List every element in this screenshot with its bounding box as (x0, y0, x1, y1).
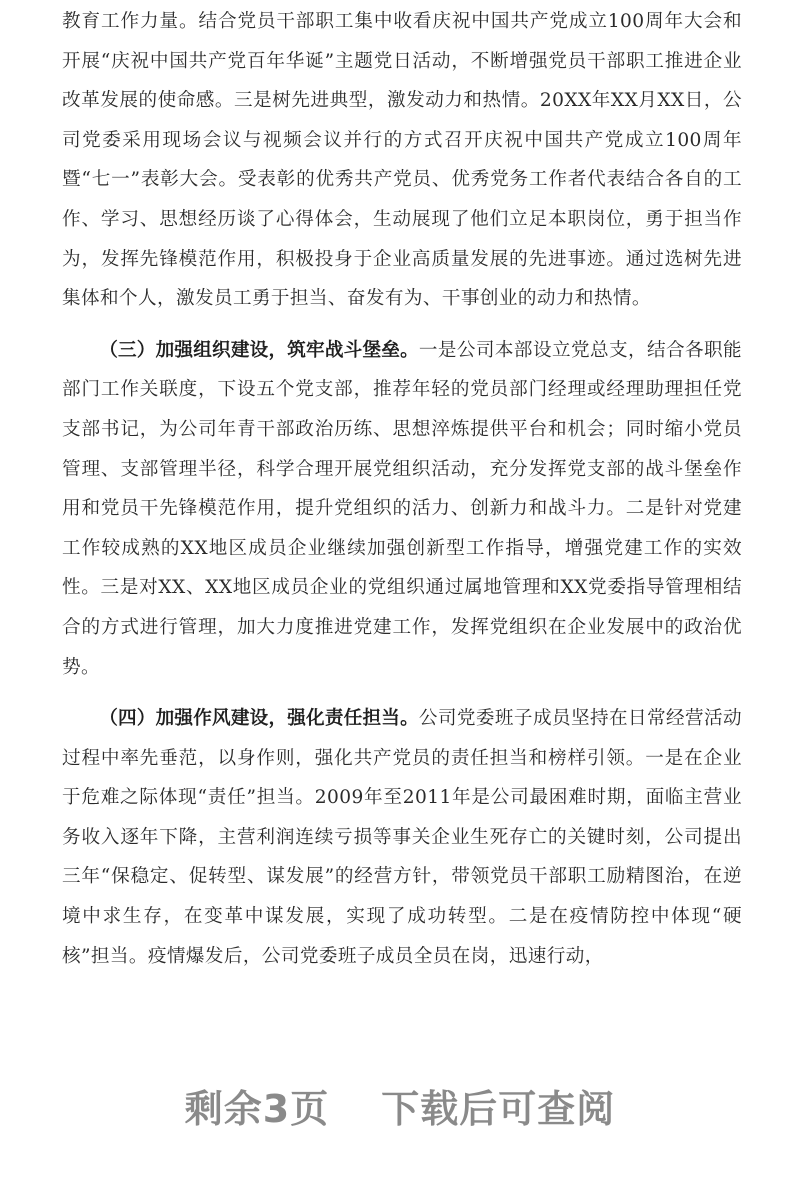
section-3-paragraph (62, 331, 742, 687)
section-4-heading: （四）加强作风建设，强化责任担当。 (99, 708, 419, 730)
download-banner[interactable] (0, 1078, 800, 1133)
section-4-body: 公司党委班子成员坚持在日常经营活动过程中率先垂范，以身作则，强化共产党员的责任担当和榜样引领。一是在企业于危难之际体现“责任”担当。2009年至2011年是公司最困难时期，面临主营业务收入逐年下降，主营利润连续亏损等事关企业生死存亡的关键时刻，公司提出三年“保稳定、促转型、谋发展”的经营方针，带领党员干部职工励精图治，在逆境中求生存，在变革中谋发展，实现了成功转型。二是在疫情防控中体现“硬核”担当。疫情爆发后，公司党委班子成员全员在岗，迅速行动， (62, 708, 742, 967)
section-4-paragraph (62, 699, 742, 976)
download-to-view-text: 下载后可查阅 (381, 1087, 616, 1131)
paragraph-1: 教育工作力量。结合党员干部职工集中收看庆祝中国共产党成立100周年大会和开展“庆祝中国共产党百年华诞”主题党日活动，不断增强党员干部职工推进企业改革发展的使命感。三是树先进典型，激发动力和热情。20XX年XX月XX日，公司党委采用现场会议与视频会议并行的方式召开庆祝中国共产党成立100周年暨“七一”表彰大会。受表彰的优秀共产党员、优秀党务工作者代表结合各自的工作、学习、思想经历谈了心得体会，生动展现了他们立足本职岗位，勇于担当作为，发挥先锋模范作用，积极投身于企业高质量发展的先进事迹。通过选树先进集体和个人，激发员工勇于担当、奋发有为、干事创业的动力和热情。 (62, 11, 742, 310)
remaining-pages-text: 剩余3页 (184, 1087, 330, 1131)
section-3-heading: （三）加强组织建设，筑牢战斗堡垒。 (99, 339, 419, 361)
document-page (62, 0, 742, 976)
section-3-body: 一是公司本部设立党总支，结合各职能部门工作关联度，下设五个党支部，推荐年轻的党员部门经理或经理助理担任党支部书记，为公司年青干部政治历练、思想淬炼提供平台和机会；同时缩小党员管理、支部管理半径，科学合理开展党组织活动，充分发挥党支部的战斗堡垒作用和党员干先锋模范作用，提升党组织的活力、创新力和战斗力。二是针对党建工作较成熟的XX地区成员企业继续加强创新型工作指导，增强党建工作的实效性。三是对XX、XX地区成员企业的党组织通过属地管理和XX党委指导管理相结合的方式进行管理，加大力度推进党建工作，发挥党组织在企业发展中的政治优势。 (62, 339, 742, 678)
